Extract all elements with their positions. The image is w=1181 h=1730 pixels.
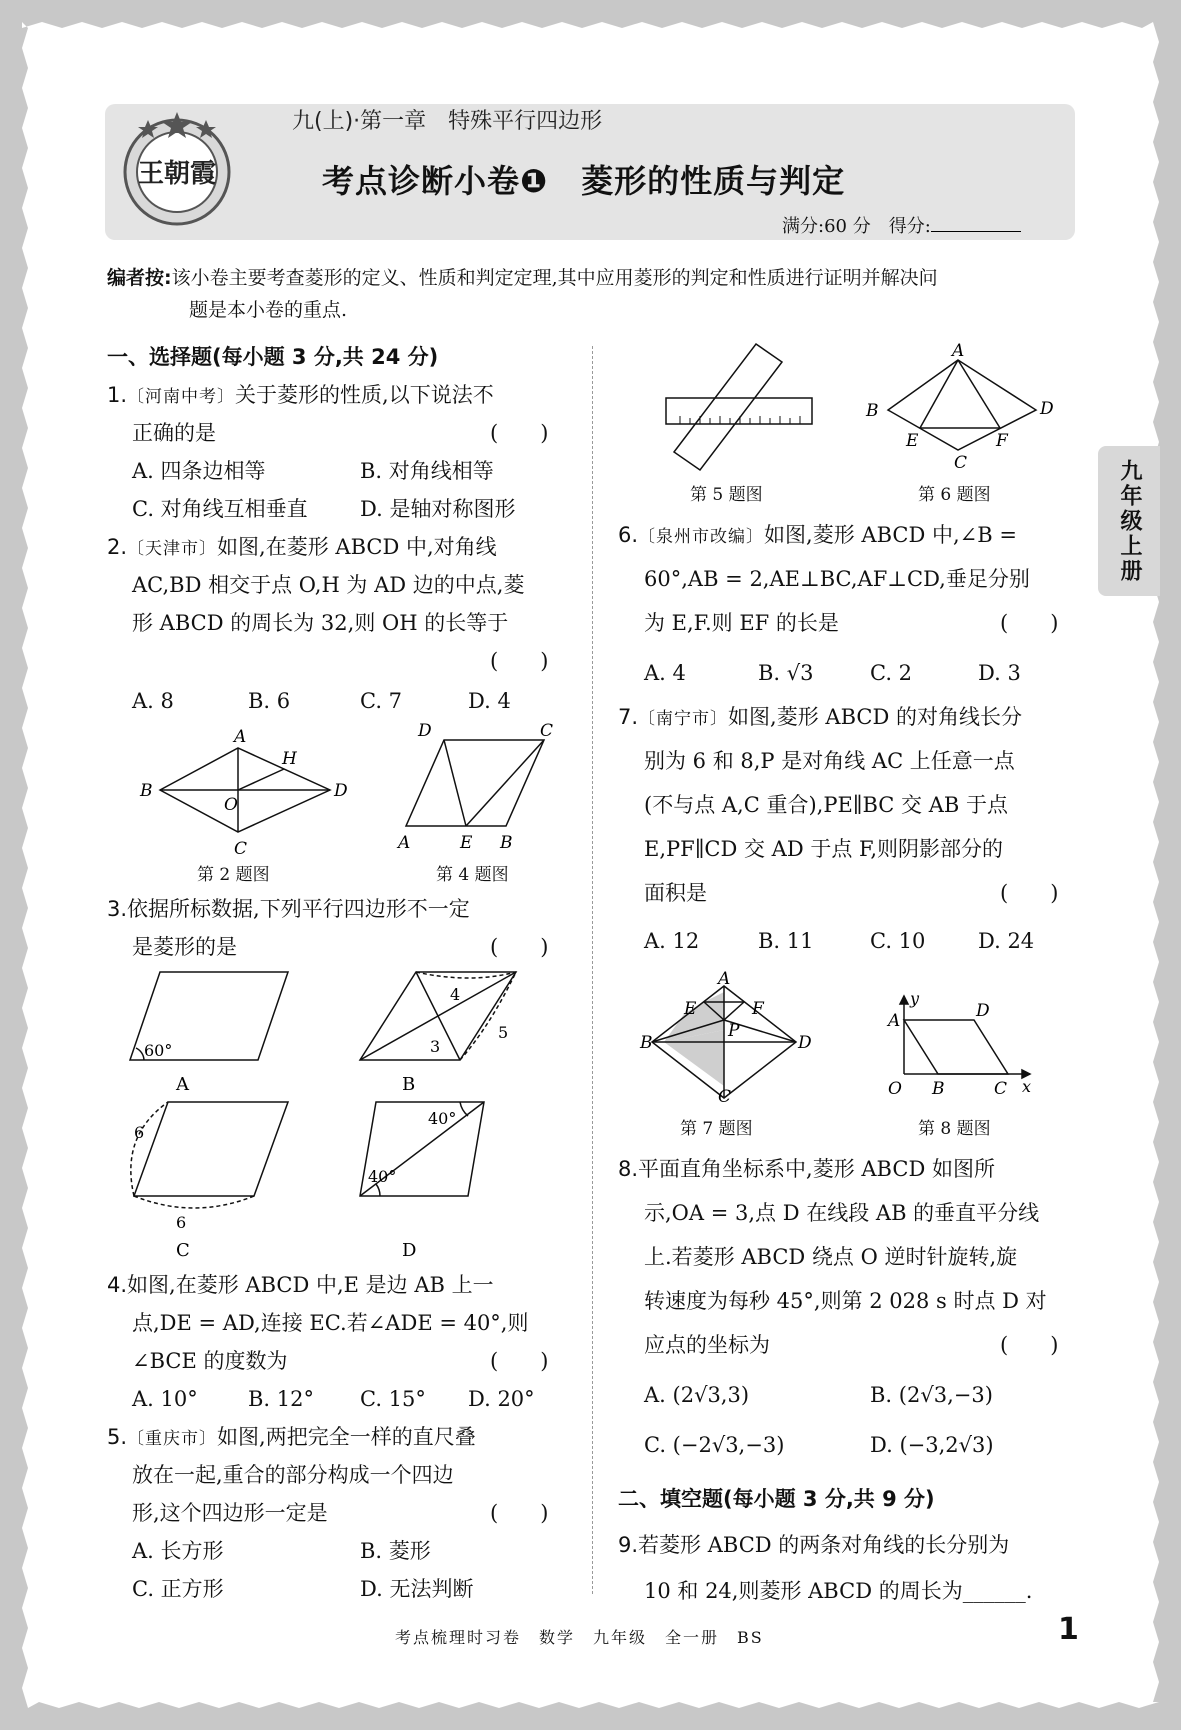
q5-option-b[interactable]: B. 菱形 (360, 1539, 431, 1563)
fig3c-parallelogram (134, 1102, 288, 1196)
q5-answer-paren[interactable]: ( ) (490, 1501, 549, 1525)
q5-option-c[interactable]: C. 正方形 (132, 1577, 224, 1601)
fig8-label-a: A (888, 1011, 901, 1031)
fig4-label-c: C (540, 721, 554, 741)
fig8-label-c: C (994, 1079, 1008, 1099)
q1-option-b[interactable]: B. 对角线相等 (360, 459, 494, 483)
fig8-label-x: x (1022, 1077, 1032, 1096)
q6-line1: 如图,菱形 ABCD 中,∠B = (764, 523, 1017, 547)
figure-4 (390, 722, 570, 858)
q8-option-c[interactable]: C. (−2√3,−3) (644, 1433, 785, 1457)
q1-option-a[interactable]: A. 四条边相等 (132, 459, 266, 483)
question-9 (618, 1532, 1009, 1558)
q3-line1: 依据所标数据,下列平行四边形不一定 (127, 897, 470, 921)
q5-line2: 放在一起,重合的部分构成一个四边 (132, 1463, 454, 1487)
q6-answer-paren[interactable]: ( ) (1000, 611, 1059, 635)
q5-option-d[interactable]: D. 无法判断 (360, 1577, 474, 1601)
fig3-label-b: B (402, 1074, 416, 1095)
fig3-label-c: C (176, 1240, 190, 1261)
fig8-rhombus (904, 1020, 1008, 1074)
fig6-label-f: F (996, 431, 1008, 451)
fig7-label-f: F (752, 999, 764, 1019)
q5-line3: 形,这个四边形一定是 (132, 1501, 328, 1525)
q3-answer-paren[interactable]: ( ) (490, 935, 549, 959)
question-4 (107, 1272, 494, 1298)
column-divider (592, 346, 593, 1594)
q2-line3: 形 ABCD 的周长为 32,则 OH 的长等于 (132, 611, 509, 635)
q1-source: 〔河南中考〕 (127, 387, 236, 407)
fig7-label-a: A (718, 969, 731, 989)
fig2-label-c: C (234, 839, 248, 859)
fig6-label-e: E (906, 431, 919, 451)
fig5-ruler-diagonal (674, 344, 782, 470)
q5-line1: 如图,两把完全一样的直尺叠 (217, 1425, 476, 1449)
q8-line4: 转速度为每秒 45°,则第 2 028 s 时点 D 对 (644, 1289, 1047, 1313)
fig8-label-d: D (976, 1001, 990, 1021)
q2-number: 2. (107, 535, 128, 559)
q2-option-d[interactable]: D. 4 (468, 689, 511, 713)
fig7-label-c: C (718, 1087, 732, 1107)
q1-option-c[interactable]: C. 对角线互相垂直 (132, 497, 308, 521)
q2-option-b[interactable]: B. 6 (248, 689, 291, 713)
q7-option-a[interactable]: A. 12 (644, 929, 700, 953)
q8-number: 8. (618, 1157, 639, 1181)
fig2-label-a: A (234, 727, 247, 747)
q8-option-d[interactable]: D. (−3,2√3) (870, 1433, 994, 1457)
fig7-label-b: B (640, 1033, 653, 1053)
q7-source: 〔南宁市〕 (638, 709, 729, 729)
fig3d-angle-top: 40° (428, 1109, 457, 1128)
q8-line1: 平面直角坐标系中,菱形 ABCD 如图所 (638, 1157, 995, 1181)
q8-answer-paren[interactable]: ( ) (1000, 1333, 1059, 1357)
q2-answer-paren[interactable]: ( ) (490, 649, 549, 673)
fig2-label-b: B (140, 781, 153, 801)
q5-option-a[interactable]: A. 长方形 (132, 1539, 224, 1563)
q4-option-a[interactable]: A. 10° (132, 1387, 198, 1411)
question-2 (107, 534, 497, 562)
q1-line2: 正确的是 (132, 421, 216, 445)
q4-option-d[interactable]: D. 20° (468, 1387, 535, 1411)
fig8-caption: 第 8 题图 (918, 1119, 991, 1139)
q8-option-a[interactable]: A. (2√3,3) (644, 1383, 750, 1407)
q6-option-c[interactable]: C. 2 (870, 661, 913, 685)
section2-title: 二、填空题(每小题 3 分,共 9 分) (618, 1487, 935, 1511)
q7-number: 7. (618, 705, 639, 729)
fig7-caption: 第 7 题图 (680, 1119, 753, 1139)
fig3a-angle: 60° (144, 1041, 173, 1060)
footer-text: 考点梳理时习卷 数学 九年级 全一册 BS (395, 1628, 764, 1647)
fig4-rhombus (406, 740, 544, 826)
fig2-label-d: D (334, 781, 348, 801)
q7-line5: 面积是 (644, 881, 707, 905)
fig7-label-p: P (728, 1021, 740, 1041)
q7-line4: E,PF∥CD 交 AD 于点 F,则阴影部分的 (644, 837, 1003, 861)
fig3c-label-6b: 6 (176, 1213, 187, 1232)
q4-answer-paren[interactable]: ( ) (490, 1349, 549, 1373)
q2-line1: 如图,在菱形 ABCD 中,对角线 (217, 535, 497, 559)
fig4-caption: 第 4 题图 (436, 865, 509, 885)
fig3b-label-4: 4 (450, 985, 461, 1004)
q7-line3: (不与点 A,C 重合),PE∥BC 交 AB 于点 (644, 793, 1008, 817)
fig8-label-o: O (888, 1079, 902, 1099)
q9-number: 9. (618, 1533, 639, 1557)
q4-option-c[interactable]: C. 15° (360, 1387, 426, 1411)
q9-line2[interactable]: 10 和 24,则菱形 ABCD 的周长为______. (644, 1579, 1033, 1603)
figure-3 (110, 966, 590, 1266)
figure-7 (640, 969, 812, 1107)
fig3b-label-3: 3 (430, 1037, 441, 1056)
figure-6 (858, 341, 1058, 474)
q2-option-c[interactable]: C. 7 (360, 689, 403, 713)
fig8-label-y: y (910, 989, 920, 1008)
q7-option-c[interactable]: C. 10 (870, 929, 926, 953)
fig3-label-a: A (176, 1074, 189, 1095)
section1-title: 一、选择题(每小题 3 分,共 24 分) (107, 345, 439, 369)
score-line (782, 212, 1021, 238)
q6-number: 6. (618, 523, 639, 547)
q7-option-b[interactable]: B. 11 (758, 929, 814, 953)
q4-line3: ∠BCE 的度数为 (132, 1349, 288, 1373)
fig6-caption: 第 6 题图 (918, 485, 991, 505)
question-8 (618, 1156, 995, 1182)
q1-answer-paren[interactable]: ( ) (490, 421, 549, 445)
page-title: 考点诊断小卷❶ 菱形的性质与判定 (322, 162, 846, 200)
question-1 (107, 382, 494, 410)
figure-8 (880, 990, 1040, 1110)
q4-line1: 如图,在菱形 ABCD 中,E 是边 AB 上一 (127, 1273, 494, 1297)
q3-line2: 是菱形的是 (132, 935, 237, 959)
fig3b-label-5: 5 (498, 1023, 509, 1042)
fig6-label-b: B (866, 401, 879, 421)
fig4-label-a: A (398, 833, 411, 853)
question-5 (107, 1424, 476, 1452)
q5-number: 5. (107, 1425, 128, 1449)
fig3-label-d: D (402, 1240, 417, 1261)
q8-line2: 示,OA = 3,点 D 在线段 AB 的垂直平分线 (644, 1201, 1040, 1225)
q5-source: 〔重庆市〕 (127, 1429, 218, 1449)
q7-answer-paren[interactable]: ( ) (1000, 881, 1059, 905)
fig7-label-e: E (684, 999, 697, 1019)
fig6-label-c: C (954, 453, 968, 473)
grade-side-tab: 九年级上册 (1098, 446, 1160, 596)
editor-note (107, 262, 1077, 326)
fig2-label-h: H (282, 749, 297, 769)
q6-source: 〔泉州市改编〕 (638, 527, 765, 547)
fig4-label-e: E (460, 833, 473, 853)
fig4-label-b: B (500, 833, 513, 853)
q9-line1: 若菱形 ABCD 的两条对角线的长分别为 (638, 1533, 1010, 1557)
q2-source: 〔天津市〕 (127, 539, 218, 559)
q6-line3: 为 E,F.则 EF 的长是 (644, 611, 839, 635)
fig6-label-a: A (952, 341, 965, 361)
score-label: 满分:60 分 得分: (782, 216, 931, 237)
figure-2 (130, 728, 360, 858)
fig2-caption: 第 2 题图 (197, 865, 270, 885)
editor-note-line2: 题是本小卷的重点. (189, 299, 348, 321)
q6-line2: 60°,AB = 2,AE⊥BC,AF⊥CD,垂足分别 (644, 567, 1030, 591)
q1-option-d[interactable]: D. 是轴对称图形 (360, 497, 516, 521)
logo-text: 王朝霞 (137, 159, 217, 189)
editor-note-line1: 该小卷主要考查菱形的定义、性质和判定定理,其中应用菱形的判定和性质进行证明并解决问 (171, 267, 938, 289)
q3-number: 3. (107, 897, 128, 921)
page-number: 1 (1058, 1612, 1079, 1647)
chapter-subtitle: 九(上)·第一章 特殊平行四边形 (292, 109, 603, 134)
editor-note-label: 编者按: (107, 267, 172, 289)
fig5-caption: 第 5 题图 (690, 485, 763, 505)
q7-option-d[interactable]: D. 24 (978, 929, 1035, 953)
q8-option-b[interactable]: B. (2√3,−3) (870, 1383, 993, 1407)
fig3c-label-6a: 6 (134, 1123, 145, 1142)
q2-line2: AC,BD 相交于点 O,H 为 AD 边的中点,菱 (132, 573, 525, 597)
q7-line1: 如图,菱形 ABCD 的对角线长分 (728, 705, 1022, 729)
q2-option-a[interactable]: A. 8 (132, 689, 174, 713)
q6-option-b[interactable]: B. √3 (758, 661, 814, 685)
question-7 (618, 704, 1022, 732)
fig2-label-o: O (224, 795, 238, 815)
q1-number: 1. (107, 383, 128, 407)
q1-line1: 关于菱形的性质,以下说法不 (235, 383, 494, 407)
q8-line3: 上.若菱形 ABCD 绕点 O 逆时针旋转,旋 (644, 1245, 1018, 1269)
figure-5 (660, 344, 820, 472)
fig8-label-b: B (932, 1079, 945, 1099)
fig2-segment-oh (238, 769, 284, 790)
question-3 (107, 896, 470, 922)
q7-line2: 别为 6 和 8,P 是对角线 AC 上任意一点 (644, 749, 1015, 773)
q8-line5: 应点的坐标为 (644, 1333, 770, 1357)
q4-line2: 点,DE = AD,连接 EC.若∠ADE = 40°,则 (132, 1311, 529, 1335)
q6-option-d[interactable]: D. 3 (978, 661, 1021, 685)
publisher-logo (118, 110, 236, 228)
fig6-label-d: D (1040, 399, 1054, 419)
q6-option-a[interactable]: A. 4 (644, 661, 686, 685)
q4-number: 4. (107, 1273, 128, 1297)
score-blank[interactable] (931, 215, 1021, 232)
question-6 (618, 522, 1017, 550)
fig7-label-d: D (798, 1033, 812, 1053)
fig4-label-d: D (418, 721, 432, 741)
q4-option-b[interactable]: B. 12° (248, 1387, 315, 1411)
fig3d-angle-bottom: 40° (368, 1167, 397, 1186)
